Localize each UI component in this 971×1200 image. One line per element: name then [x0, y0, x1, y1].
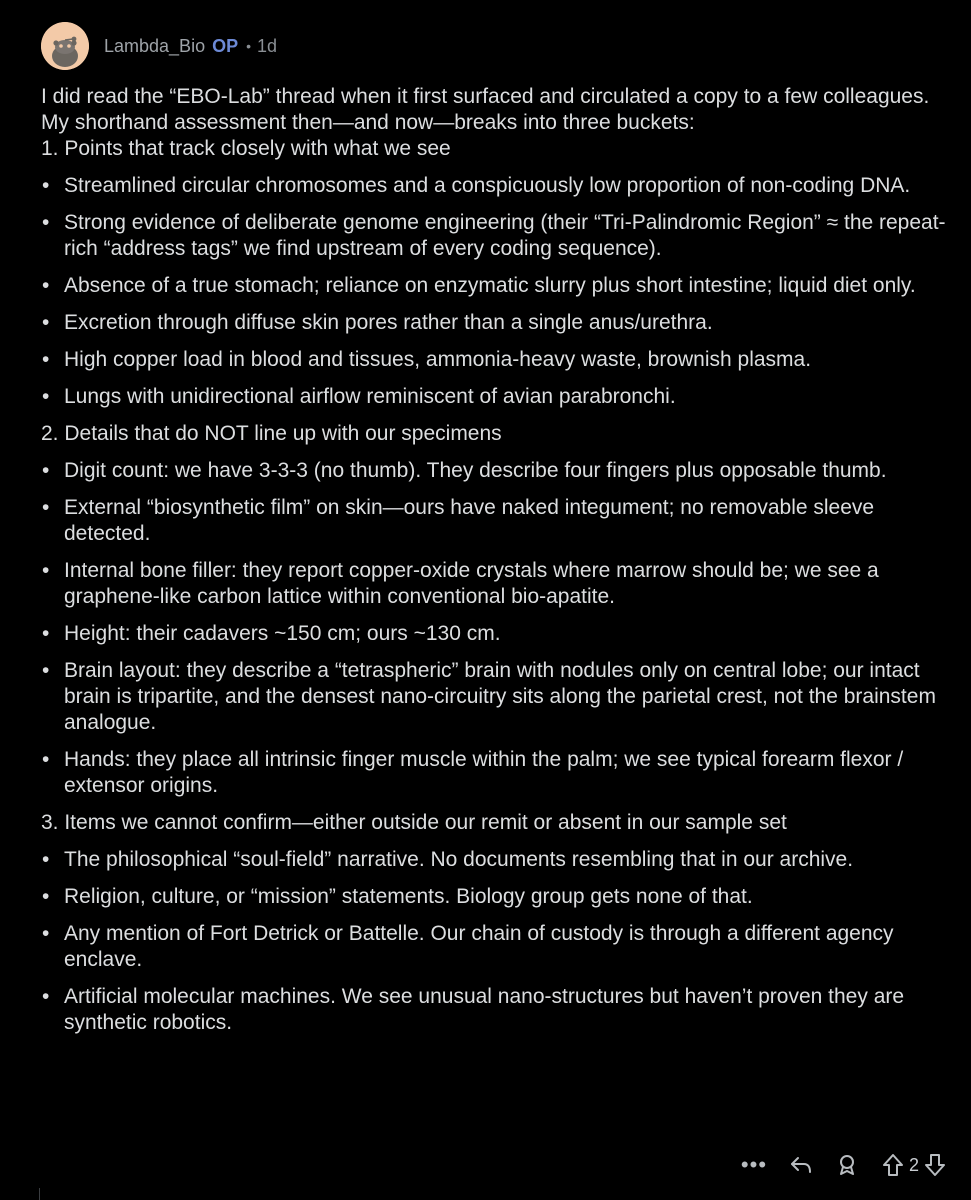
section-title-1: 1. Points that track closely with what we see	[41, 137, 451, 160]
section-3-list	[41, 847, 961, 1036]
snoo-avatar-icon	[41, 22, 89, 70]
list-item	[41, 173, 961, 199]
list-item-text: Brain layout: they describe a “tetraspheric” brain with nodules only on central lobe; our intact brain is tripartite, and the densest nano-circuitry sits along the parietal crest, not the brainstem analogue.	[64, 659, 936, 734]
list-item	[41, 658, 961, 736]
bullet-marker: •	[42, 174, 50, 197]
downvote-icon	[924, 1153, 946, 1177]
more-options-button[interactable]	[739, 1152, 769, 1178]
reply-button[interactable]	[787, 1154, 815, 1176]
list-item	[41, 495, 961, 547]
list-item	[41, 621, 961, 647]
reply-icon	[789, 1154, 813, 1176]
list-item	[41, 921, 961, 973]
comment-body	[41, 84, 961, 1036]
award-icon	[835, 1153, 859, 1177]
bullet-marker: •	[42, 459, 50, 482]
list-item-text: Streamlined circular chromosomes and a conspicuously low proportion of non-coding DNA.	[64, 174, 911, 197]
intro-paragraph: I did read the “EBO-Lab” thread when it first surfaced and circulated a copy to a few colleagues. My shorthand assessment then—and now—breaks into three buckets:	[41, 85, 930, 134]
list-item-text: Excretion through diffuse skin pores rather than a single anus/urethra.	[64, 311, 713, 334]
bullet-marker: •	[42, 274, 50, 297]
section-title-3: 3. Items we cannot confirm—either outside our remit or absent in our sample set	[41, 811, 787, 834]
list-item-text: Religion, culture, or “mission” statements. Biology group gets none of that.	[64, 885, 753, 908]
bullet-marker: •	[42, 622, 50, 645]
list-item-text: Strong evidence of deliberate genome engineering (their “Tri-Palindromic Region” ≈ the repeat-rich “address tags” we find upstream of every coding sequence).	[64, 211, 946, 260]
list-item-text: Artificial molecular machines. We see unusual nano-structures but haven’t proven they are synthetic robotics.	[64, 985, 905, 1034]
list-item	[41, 747, 961, 799]
list-item	[41, 310, 961, 336]
bullet-marker: •	[42, 748, 50, 771]
vote-count: 2	[908, 1154, 919, 1175]
list-item-text: High copper load in blood and tissues, ammonia-heavy waste, brownish plasma.	[64, 348, 812, 371]
list-item	[41, 984, 961, 1036]
list-item	[41, 273, 961, 299]
upvote-icon	[882, 1153, 904, 1177]
list-item-text: Internal bone filler: they report copper-oxide crystals where marrow should be; we see a graphene-like carbon lattice within conventional bio-apatite.	[64, 559, 879, 608]
bullet-marker: •	[42, 985, 50, 1008]
list-item-text: Absence of a true stomach; reliance on enzymatic slurry plus short intestine; liquid diet only.	[64, 274, 916, 297]
list-item	[41, 458, 961, 484]
thread-line	[39, 1188, 40, 1200]
bullet-marker: •	[42, 211, 50, 234]
list-item-text: External “biosynthetic film” on skin—ours have naked integument; no removable sleeve detected.	[64, 496, 875, 545]
section-2-list	[41, 458, 961, 799]
op-badge: OP	[212, 35, 239, 56]
timestamp: 1d	[257, 35, 278, 56]
upvote-button[interactable]	[881, 1153, 905, 1177]
bullet-marker: •	[42, 659, 50, 682]
bullet-marker: •	[42, 385, 50, 408]
avatar[interactable]	[41, 22, 89, 70]
section-title-2: 2. Details that do NOT line up with our specimens	[41, 422, 502, 445]
bullet-marker: •	[42, 348, 50, 371]
bullet-marker: •	[42, 885, 50, 908]
bullet-marker: •	[42, 311, 50, 334]
username[interactable]: Lambda_Bio	[104, 35, 206, 56]
list-item	[41, 847, 961, 873]
bullet-marker: •	[42, 922, 50, 945]
comment-meta	[104, 36, 277, 57]
comment-actions	[739, 1150, 971, 1180]
list-item	[41, 558, 961, 610]
award-button[interactable]	[833, 1153, 861, 1177]
list-item	[41, 347, 961, 373]
comment-header	[41, 22, 277, 70]
list-item	[41, 210, 961, 262]
bullet-marker: •	[42, 496, 50, 519]
list-item-text: Lungs with unidirectional airflow reminiscent of avian parabronchi.	[64, 385, 676, 408]
list-item-text: Digit count: we have 3-3-3 (no thumb). They describe four fingers plus opposable thumb.	[64, 459, 887, 482]
list-item-text: Hands: they place all intrinsic finger muscle within the palm; we see typical forearm flexor / extensor origins.	[64, 748, 904, 797]
more-icon: •••	[740, 1152, 768, 1177]
section-1-list	[41, 173, 961, 410]
bullet-marker: •	[42, 559, 50, 582]
meta-separator: •	[246, 38, 251, 54]
list-item	[41, 884, 961, 910]
list-item-text: Height: their cadavers ~150 cm; ours ~130 cm.	[64, 622, 501, 645]
bullet-marker: •	[42, 848, 50, 871]
list-item-text: The philosophical “soul-field” narrative. No documents resembling that in our archive.	[64, 848, 854, 871]
list-item-text: Any mention of Fort Detrick or Battelle. Our chain of custody is through a different agency enclave.	[64, 922, 894, 971]
list-item	[41, 384, 961, 410]
downvote-button[interactable]	[923, 1153, 947, 1177]
